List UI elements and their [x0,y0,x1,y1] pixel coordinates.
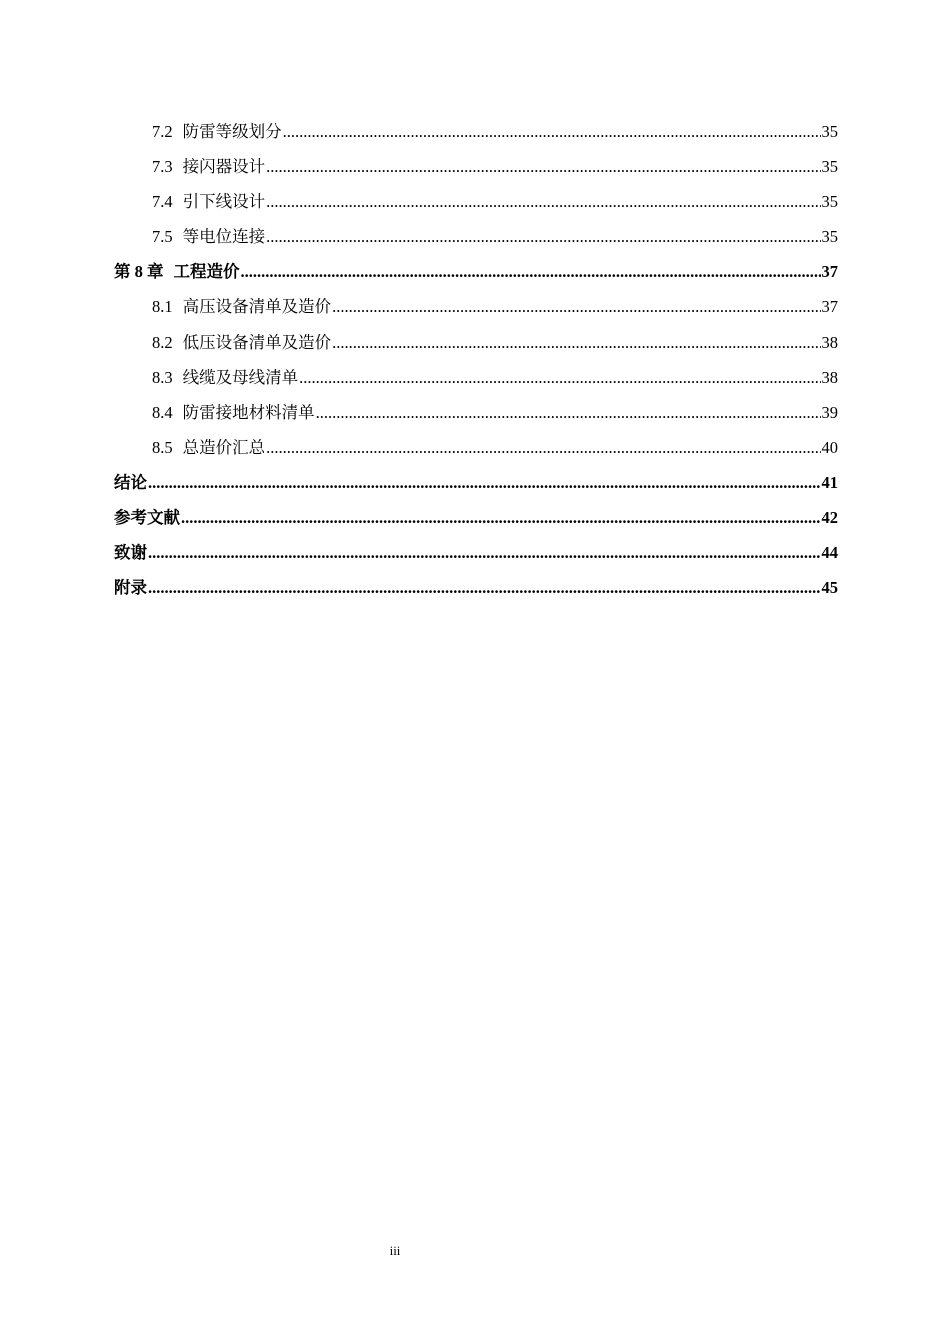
toc-entry-7-3[interactable] [114,149,838,184]
toc-entry-acknowledgements[interactable] [114,535,838,570]
toc-entry-number: 7.3 [152,157,173,177]
toc-entry-number: 8.5 [152,437,173,457]
toc-entry-8-5[interactable] [114,430,838,465]
toc-entry-page: 40 [821,437,838,457]
toc-dot-leader [148,465,821,500]
toc-entry-title: 参考文献 [114,508,180,528]
toc-entry-page: 37 [821,297,838,317]
toc-entry-page: 44 [821,543,838,563]
toc-entry-7-4[interactable] [114,184,838,219]
toc-dot-leader [332,289,820,324]
toc-dot-leader [283,114,821,149]
toc-entry-page: 37 [821,262,838,282]
toc-entry-title: 接闪器设计 [182,157,266,177]
toc-entry-number: 7.2 [152,122,173,141]
toc-entry-number: 8.3 [152,367,173,387]
toc-entry-title: 附录 [114,578,147,598]
toc-dot-leader [299,360,820,395]
toc-entry-title: 等电位连接 [182,227,266,247]
toc-entry-chapter-8[interactable] [114,254,838,289]
toc-entry-8-2[interactable] [114,325,838,360]
toc-entry-title: 低压设备清单及造价 [182,332,332,352]
toc-dot-leader [148,570,821,605]
toc-entry-page: 35 [821,122,838,141]
toc-entry-number: 7.4 [152,192,173,212]
toc-entry-page: 38 [821,367,838,387]
toc-entry-page: 45 [821,578,838,598]
toc-entry-title: 结论 [114,472,147,492]
toc-entry-number: 7.5 [152,227,173,247]
toc-entry-title: 引下线设计 [182,192,266,212]
toc-dot-leader [332,325,820,360]
toc-entry-page: 39 [821,402,838,422]
toc-entry-title: 防雷等级划分 [182,122,282,141]
toc-dot-leader [266,149,820,184]
toc-dot-leader [181,500,821,535]
toc-entry-title: 致谢 [114,543,147,563]
toc-entry-page: 38 [821,332,838,352]
toc-entry-title: 工程造价 [173,262,240,282]
toc-entry-conclusion[interactable] [114,465,838,500]
toc-entry-number: 第 8 章 [114,262,164,282]
toc-dot-leader [241,254,821,289]
toc-entry-page: 35 [821,157,838,177]
toc-entry-7-5[interactable] [114,219,838,254]
toc-entry-title: 高压设备清单及造价 [182,297,332,317]
toc-entry-8-4[interactable] [114,395,838,430]
toc-entry-page: 41 [821,472,838,492]
toc-entry-number: 8.1 [152,297,173,317]
toc-entry-page: 42 [821,508,838,528]
toc-entry-references[interactable] [114,500,838,535]
toc-entry-title: 防雷接地材料清单 [182,402,315,422]
toc-dot-leader [266,184,820,219]
toc-entry-number: 8.4 [152,402,173,422]
toc-entry-page: 35 [821,192,838,212]
toc-entry-appendix[interactable] [114,570,838,605]
toc-entry-page: 35 [821,227,838,247]
toc-entry-title: 总造价汇总 [182,437,266,457]
toc-entry-number: 8.2 [152,332,173,352]
toc-dot-leader [266,219,820,254]
toc-dot-leader [316,395,821,430]
toc-entry-8-1[interactable] [114,289,838,324]
toc-entry-title: 线缆及母线清单 [182,367,299,387]
toc-dot-leader [148,535,821,570]
toc-entry-8-3[interactable] [114,360,838,395]
toc-entry-7-2[interactable] [114,114,838,149]
toc-dot-leader [266,430,820,465]
table-of-contents [114,114,838,605]
page-number-footer: iii [389,1243,401,1258]
